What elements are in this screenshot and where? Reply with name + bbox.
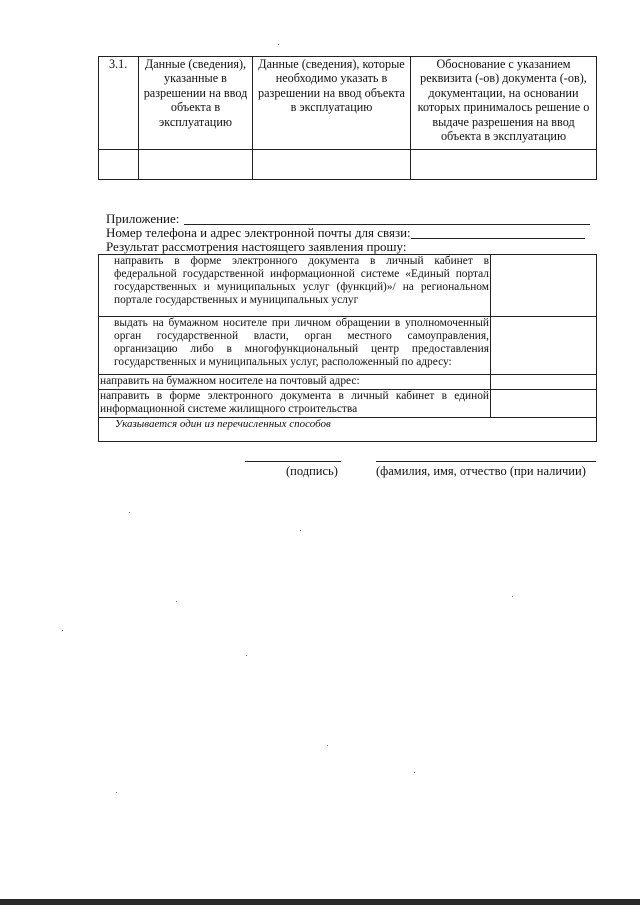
contact-field[interactable] (411, 238, 585, 239)
delivery-option-text: выдать на бумажном носителе при личном обращении в уполномоченный орган государственной власти, орган местного самоуправления, организацию либо в многофункциональный центр предоставления государственных и муниципальных услуг, расположенный по адресу: (99, 317, 491, 375)
delivery-option-text: направить в форме электронного документа в личный кабинет в федеральной государственной информационной системе «Единый портал государственных и муниципальных услуг (функций)»/ на региональном портале государственных и муниципальных услуг (99, 255, 491, 317)
delivery-option-mark-cell[interactable] (491, 390, 597, 418)
signature-caption: (подпись) (286, 464, 338, 478)
contact-label: Номер телефона и адрес электронной почты для связи: (106, 225, 411, 240)
scan-speck (62, 630, 63, 631)
scan-speck (327, 745, 328, 746)
scan-speck (278, 44, 279, 45)
scan-speck (116, 792, 117, 793)
delivery-option-row (99, 390, 597, 418)
scan-speck (246, 655, 247, 656)
scan-speck (300, 530, 301, 531)
delivery-option-text: направить в форме электронного документа в личный кабинет в единой информационной системе жилищного строительства (99, 390, 491, 418)
attachment-label: Приложение: (106, 211, 180, 226)
delivery-hint-row (99, 418, 597, 442)
scan-speck (414, 772, 415, 773)
entry-current-data-cell[interactable] (139, 150, 253, 180)
row-number: 3.1. (99, 57, 139, 150)
scan-speck (512, 596, 513, 597)
info-table (98, 56, 597, 180)
info-table-entry-row (99, 150, 597, 180)
delivery-option-row (99, 317, 597, 375)
scan-speck (129, 512, 130, 513)
justification-header: Обоснование с указанием реквизита (-ов) документа (-ов), документации, на основании которых принималось решение о выдаче разрешения на ввод объекта в эксплуатацию (411, 57, 597, 150)
delivery-hint: Указывается один из перечисленных способов (99, 418, 597, 442)
delivery-options-table (98, 254, 597, 442)
full-name-caption: (фамилия, имя, отчество (при наличии) (376, 464, 586, 478)
signature-line[interactable] (245, 461, 341, 462)
delivery-option-row (99, 255, 597, 317)
delivery-option-text: направить на бумажном носителе на почтовый адрес: (99, 375, 491, 390)
delivery-option-mark-cell[interactable] (491, 317, 597, 375)
info-table-header-row (99, 57, 597, 150)
required-data-header: Данные (сведения), которые необходимо указать в разрешении на ввод объекта в эксплуатацию (253, 57, 411, 150)
delivery-option-mark-cell[interactable] (491, 255, 597, 317)
scan-bottom-edge (0, 899, 640, 905)
current-data-header: Данные (сведения), указанные в разрешении на ввод объекта в эксплуатацию (139, 57, 253, 150)
full-name-line[interactable] (376, 461, 596, 462)
entry-number-cell[interactable] (99, 150, 139, 180)
scan-speck (176, 601, 177, 602)
result-label: Результат рассмотрения настоящего заявления прошу: (106, 239, 407, 254)
entry-required-data-cell[interactable] (253, 150, 411, 180)
entry-justification-cell[interactable] (411, 150, 597, 180)
delivery-option-mark-cell[interactable] (491, 375, 597, 390)
delivery-option-row (99, 375, 597, 390)
